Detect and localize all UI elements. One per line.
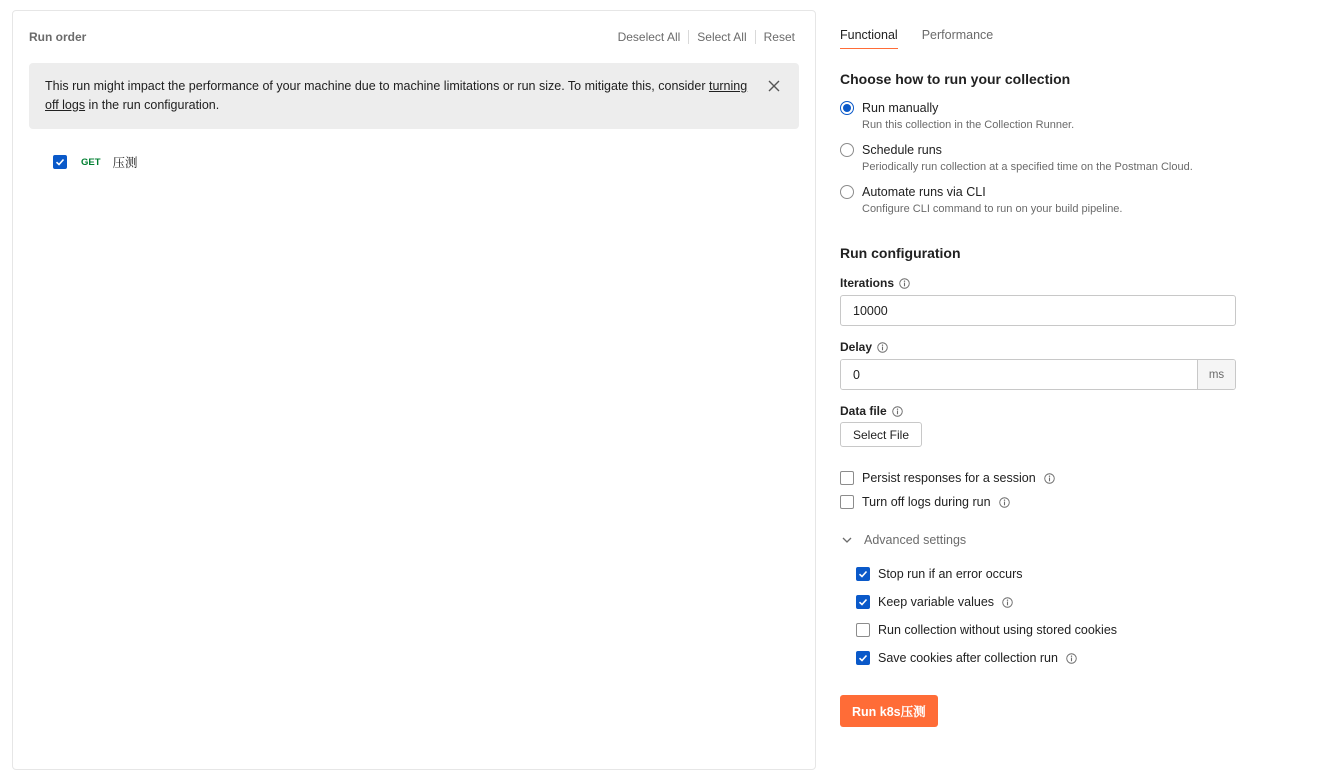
info-icon[interactable]	[1044, 473, 1055, 484]
chevron-down-icon	[840, 533, 854, 547]
info-icon[interactable]	[892, 406, 903, 417]
advanced-settings-label: Advanced settings	[864, 533, 967, 547]
tab-performance[interactable]: Performance	[921, 28, 994, 42]
iterations-label-text: Iterations	[840, 276, 895, 290]
checkmark-icon	[858, 653, 868, 663]
banner-text-after: in the run configuration.	[85, 98, 220, 112]
delay-label	[840, 340, 888, 354]
tab-bar	[840, 28, 1017, 49]
persist-responses-label: Persist responses for a session	[862, 471, 1036, 485]
checkmark-icon	[858, 597, 868, 607]
keep-variable-values-checkbox[interactable]	[856, 595, 870, 609]
request-name: 压测	[112, 156, 138, 170]
reset-button[interactable]: Reset	[763, 30, 795, 44]
iterations-label	[840, 276, 910, 290]
keep-variable-values-label: Keep variable values	[878, 595, 995, 609]
run-settings-panel	[840, 0, 1240, 753]
turn-off-logs-checkbox[interactable]	[840, 495, 854, 509]
turn-off-logs-row	[840, 495, 1010, 509]
delay-input[interactable]	[841, 360, 1197, 389]
request-checkbox[interactable]	[53, 155, 67, 169]
radio-description: Configure CLI command to run on your build pipeline.	[862, 203, 1123, 215]
request-row	[53, 153, 138, 171]
checkmark-icon	[858, 569, 868, 579]
save-cookies-label: Save cookies after collection run	[878, 651, 1058, 665]
radio-label: Run manually	[862, 101, 939, 115]
turn-off-logs-label: Turn off logs during run	[862, 495, 991, 509]
save-cookies-checkbox[interactable]	[856, 651, 870, 665]
run-collection-button[interactable]: Run k8s压测	[840, 695, 938, 727]
tab-functional[interactable]: Functional	[840, 28, 898, 49]
info-icon[interactable]	[1002, 597, 1013, 608]
run-order-panel	[12, 10, 816, 770]
checkmark-icon	[55, 157, 65, 167]
no-stored-cookies-checkbox[interactable]	[856, 623, 870, 637]
run-config-heading: Run configuration	[840, 245, 961, 261]
select-file-button[interactable]: Select File	[840, 422, 922, 447]
radio-run-manually[interactable]	[840, 101, 854, 115]
no-stored-cookies-label: Run collection without using stored cookies	[878, 623, 1118, 637]
keep-variable-values-row	[856, 595, 1013, 609]
info-icon[interactable]	[1066, 653, 1077, 664]
info-icon[interactable]	[877, 342, 888, 353]
radio-automate-cli[interactable]	[840, 185, 854, 199]
radio-schedule-runs[interactable]	[840, 143, 854, 157]
turn-off-logs-link[interactable]: turning off logs	[45, 79, 748, 112]
run-mode-heading: Choose how to run your collection	[840, 71, 1071, 87]
performance-warning-banner	[29, 63, 799, 129]
delay-input-group	[840, 359, 1236, 390]
persist-responses-checkbox[interactable]	[840, 471, 854, 485]
data-file-label-text: Data file	[840, 404, 887, 418]
radio-label: Automate runs via CLI	[862, 185, 986, 199]
persist-responses-row	[840, 471, 1055, 485]
radio-description: Run this collection in the Collection Runner.	[862, 119, 1075, 131]
run-mode-option-schedule	[840, 143, 1240, 173]
info-icon[interactable]	[999, 497, 1010, 508]
run-order-title: Run order	[29, 30, 87, 44]
method-badge: GET	[81, 156, 101, 168]
close-icon[interactable]	[767, 79, 781, 93]
advanced-settings-toggle[interactable]	[840, 533, 966, 547]
stop-on-error-checkbox[interactable]	[856, 567, 870, 581]
stop-on-error-label: Stop run if an error occurs	[878, 567, 1023, 581]
delay-label-text: Delay	[840, 340, 873, 354]
run-mode-option-manual	[840, 101, 1240, 131]
save-cookies-row	[856, 651, 1077, 665]
deselect-all-button[interactable]: Deselect All	[617, 30, 681, 44]
select-all-button[interactable]: Select All	[697, 30, 747, 44]
run-mode-option-cli	[840, 185, 1240, 215]
stop-on-error-row	[856, 567, 1023, 581]
radio-description: Periodically run collection at a specified time on the Postman Cloud.	[862, 161, 1193, 173]
banner-text-before: This run might impact the performance of your machine due to machine limitations or run size. To mitigate this, consider	[45, 79, 709, 93]
no-stored-cookies-row	[856, 623, 1117, 637]
data-file-label	[840, 404, 903, 418]
info-icon[interactable]	[899, 278, 910, 289]
radio-label: Schedule runs	[862, 143, 942, 157]
iterations-input[interactable]	[840, 295, 1236, 326]
run-order-actions	[610, 30, 795, 44]
delay-unit: ms	[1197, 360, 1235, 389]
